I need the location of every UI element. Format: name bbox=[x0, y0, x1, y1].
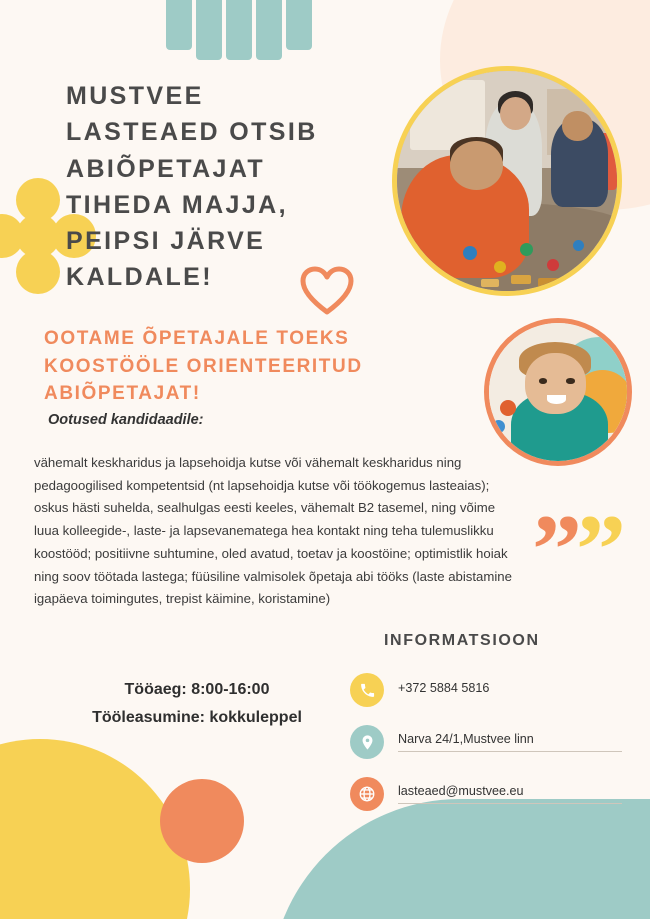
orange-circle-decoration bbox=[160, 779, 244, 863]
arch-shape bbox=[256, 0, 282, 60]
information-title: INFORMATSIOON bbox=[384, 632, 540, 649]
teal-arches-decoration bbox=[166, 0, 312, 60]
quote-mark-orange: ” bbox=[532, 494, 582, 605]
expectations-body-text: vähemalt keskharidus ja lapsehoidja kutse või vähemalt keskharidus ning pedagoogilised kompetentsid (nt lapsehoidja kutse või töökogemus lasteaias); oskus hästi suhelda, sealhulgas eesti keeles, vähemalt B2 tasemel, ning võime luua kolleegide-, laste- ja lapsevanematega hea kontakt ning teha tulemuslikku koostööd; positiivne suhtumine, oled avatud, toetav ja koostöine; optimistlik hoiak ning soov töötada lastega; füüsiline valmisolek õpetaja abi tööks (laste abistamine igapäeva toimingutes, trepist käimine, koristamine) bbox=[34, 455, 512, 607]
contact-phone-value: +372 5884 5816 bbox=[398, 680, 490, 695]
photo-content bbox=[397, 71, 617, 291]
poster-subheadline: OOTAME ÕPETAJALE TOEKS KOOSTÖÖLE ORIENTEERITUD ABIÕPETAJAT! bbox=[44, 328, 363, 405]
photo-smiling-boy bbox=[484, 318, 632, 466]
contact-list bbox=[350, 664, 622, 820]
contact-address-value: Narva 24/1,Mustvee linn bbox=[398, 732, 622, 752]
arch-shape bbox=[166, 0, 192, 50]
contact-email-value: lasteaed@mustvee.eu bbox=[398, 784, 622, 804]
location-pin-icon bbox=[350, 725, 384, 759]
worktime-block bbox=[62, 676, 332, 732]
contact-row-address[interactable] bbox=[350, 716, 622, 768]
arch-shape bbox=[286, 0, 312, 50]
globe-icon bbox=[350, 777, 384, 811]
photo-children-playing bbox=[392, 66, 622, 296]
contact-row-email[interactable] bbox=[350, 768, 622, 820]
flower-center bbox=[16, 214, 60, 258]
quote-mark-yellow: ” bbox=[576, 494, 626, 605]
contact-row-phone[interactable] bbox=[350, 664, 622, 716]
photo-content bbox=[489, 323, 627, 461]
poster-headline: MUSTVEE LASTEAED OTSIB ABIÕPETAJAT TIHEDA MAJJA, PEIPSI JÄRVE KALDALE! bbox=[66, 82, 318, 292]
phone-icon bbox=[350, 673, 384, 707]
quote-marks-decoration bbox=[532, 494, 626, 608]
expectations-label: Ootused kandidaadile: bbox=[48, 412, 204, 428]
arch-shape bbox=[196, 0, 222, 60]
arch-shape bbox=[226, 0, 252, 60]
worktime-start: Tööleasumine: kokkuleppel bbox=[92, 709, 302, 726]
worktime-hours: Tööaeg: 8:00-16:00 bbox=[124, 681, 270, 698]
